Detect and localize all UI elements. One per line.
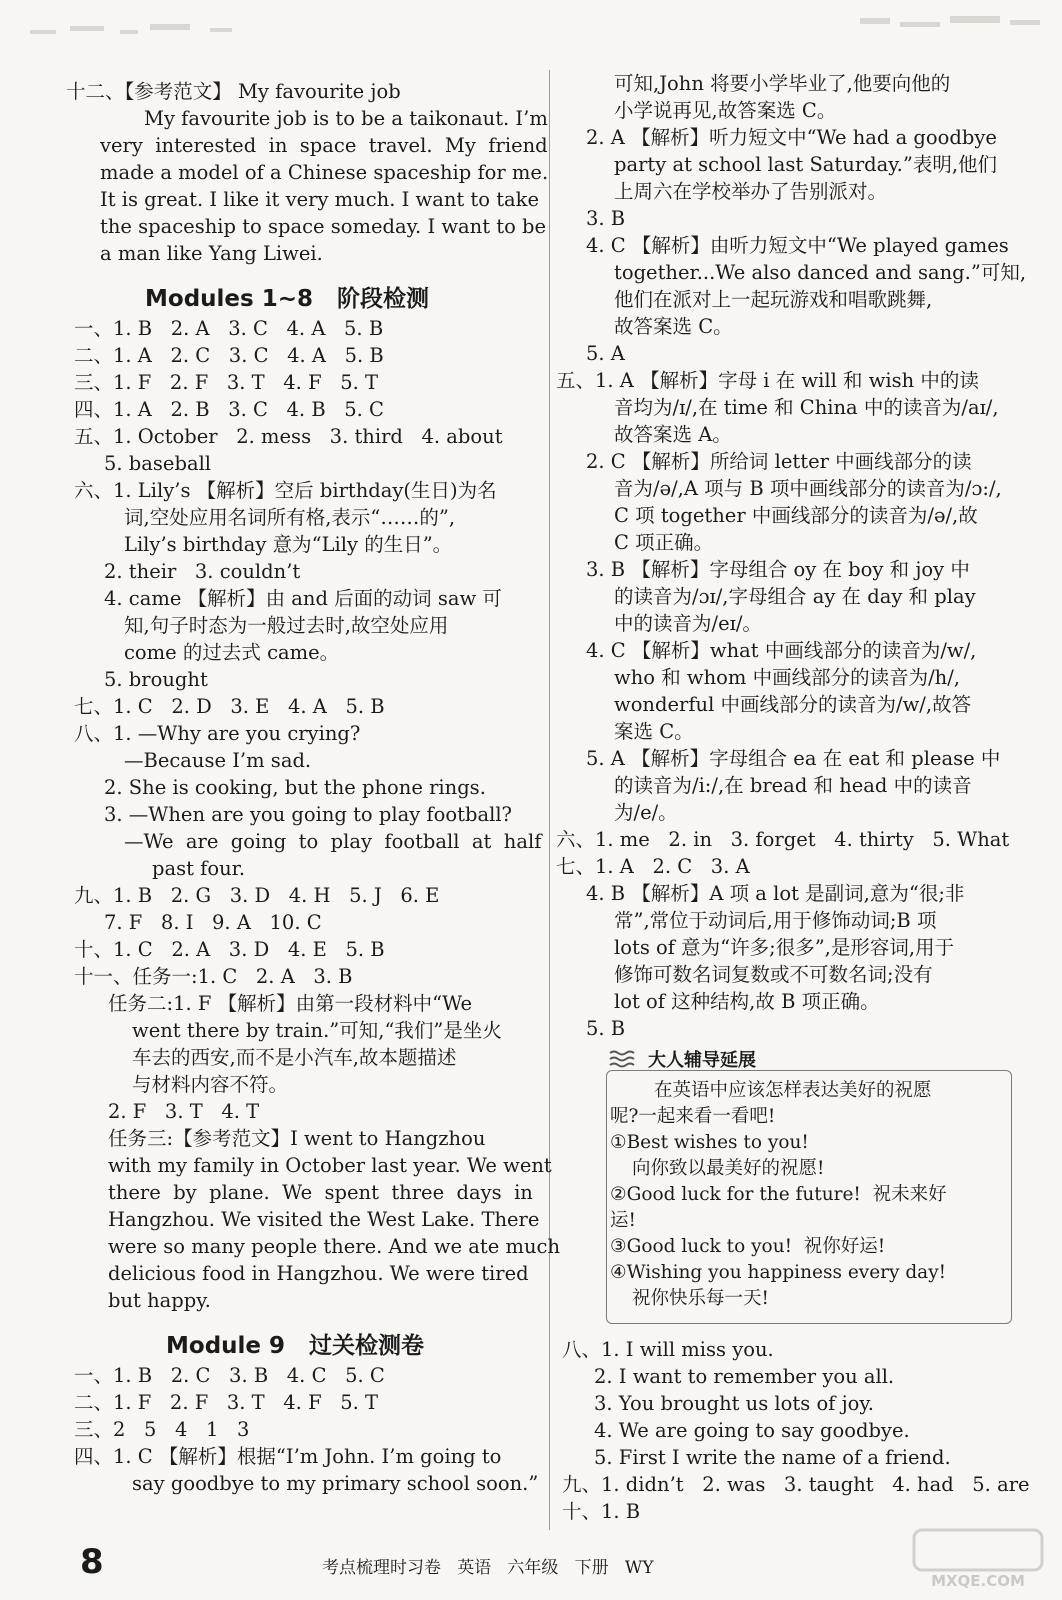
- answer-line: C 项正确。: [614, 531, 714, 554]
- answer-line: 四、1. C 【解析】根据“I’m John. I’m going to: [74, 1445, 502, 1468]
- answer-line: It is great. I like it very much. I want to take: [100, 188, 540, 211]
- answer-line: 4. C 【解析】what 中画线部分的读音为/w/,: [586, 639, 977, 662]
- answer-line: 五、1. A 【解析】字母 i 在 will 和 wish 中的读: [556, 369, 979, 392]
- answer-line: 2. their 3. couldn’t: [104, 560, 301, 583]
- answer-line: 5. First I write the name of a friend.: [594, 1446, 951, 1469]
- answer-line: 4. We are going to say goodbye.: [594, 1419, 910, 1442]
- answer-line: 二、1. F 2. F 3. T 4. F 5. T: [74, 1391, 379, 1414]
- top-scan-noise: [0, 0, 1062, 48]
- answer-line: come 的过去式 came。: [124, 641, 340, 664]
- footer-book-title: 考点梳理时习卷 英语 六年级 下册 WY: [322, 1558, 654, 1578]
- answer-line: ③Good luck to you! 祝你好运!: [610, 1236, 886, 1257]
- answer-line: My favourite job is to be a taikonaut. I’m: [144, 107, 548, 130]
- answer-line: —We are going to play football at half: [124, 830, 542, 853]
- answer-line: 案选 C。: [614, 720, 694, 743]
- answer-line: 2. She is cooking, but the phone rings.: [104, 776, 486, 799]
- answer-line: 他们在派对上一起玩游戏和唱歌跳舞,: [614, 288, 933, 311]
- answer-line: 5. A: [586, 342, 625, 365]
- answer-line: —Because I’m sad.: [124, 749, 312, 772]
- answer-line: 与材料内容不符。: [132, 1073, 289, 1096]
- answer-line: 上周六在学校举办了告别派对。: [614, 180, 888, 203]
- answer-line: lots of 意为“许多;很多”,是形容词,用于: [614, 936, 955, 959]
- answer-line: 任务三:【参考范文】I went to Hangzhou: [108, 1127, 486, 1150]
- answer-line: lot of 这种结构,故 B 项正确。: [614, 990, 880, 1013]
- answer-line: together...We also danced and sang.”可知,: [614, 261, 1027, 284]
- answer-line: ①Best wishes to you!: [610, 1132, 809, 1153]
- answer-line: 故答案选 A。: [614, 423, 732, 446]
- answer-line: Hangzhou. We visited the West Lake. There: [108, 1208, 540, 1231]
- answer-line: 运!: [610, 1210, 636, 1231]
- answer-line: delicious food in Hangzhou. We were tired: [108, 1262, 529, 1285]
- answer-line: with my family in October last year. We went: [108, 1154, 552, 1177]
- tip-box-title: 大人辅导延展: [648, 1050, 756, 1071]
- answer-line: 可知,John 将要小学毕业了,他要向他的: [614, 72, 951, 95]
- answer-line: a man like Yang Liwei.: [100, 242, 323, 265]
- answer-line: Lily’s birthday 意为“Lily 的生日”。: [124, 533, 453, 556]
- answer-line: 九、1. didn’t 2. was 3. taught 4. had 5. are: [562, 1473, 1030, 1496]
- answer-line: 呢?一起来看一看吧!: [610, 1106, 776, 1127]
- answer-line: 2. C 【解析】所给词 letter 中画线部分的读: [586, 450, 972, 473]
- answer-line: 音均为/ɪ/,在 time 和 China 中的读音为/aɪ/,: [614, 396, 999, 419]
- answer-line: were so many people there. And we ate much: [108, 1235, 561, 1258]
- answer-line: 车去的西安,而不是小汽车,故本题描述: [132, 1046, 457, 1069]
- answer-line: 八、1. —Why are you crying?: [74, 722, 361, 745]
- answer-line: 十、1. B: [562, 1500, 641, 1523]
- answer-line: 5. brought: [104, 668, 208, 691]
- answer-line: 故答案选 C。: [614, 315, 733, 338]
- answer-line: went there by train.”可知,“我们”是坐火: [132, 1019, 502, 1042]
- svg-text:MXQE.COM: MXQE.COM: [931, 1572, 1025, 1590]
- answer-line: 向你致以最美好的祝愿!: [632, 1158, 825, 1179]
- answer-line: 中的读音为/eɪ/。: [614, 612, 762, 635]
- answer-line: 八、1. I will miss you.: [562, 1338, 774, 1361]
- answer-line: made a model of a Chinese spaceship for me.: [100, 161, 549, 184]
- answer-line: ②Good luck for the future! 祝未来好: [610, 1184, 947, 1205]
- answer-line: 七、1. C 2. D 3. E 4. A 5. B: [74, 695, 385, 718]
- answer-line: 五、1. October 2. mess 3. third 4. about: [74, 425, 503, 448]
- answer-line: 4. came 【解析】由 and 后面的动词 saw 可: [104, 587, 502, 610]
- answer-line: 3. B: [586, 207, 626, 230]
- answer-line: very interested in space travel. My friend: [100, 134, 548, 157]
- answer-line: 一、1. B 2. C 3. B 4. C 5. C: [74, 1364, 385, 1387]
- answer-line: 5. A 【解析】字母组合 ea 在 eat 和 please 中: [586, 747, 1001, 770]
- answer-line: 音为/ə/,A 项与 B 项中画线部分的读音为/ɔ:/,: [614, 477, 1002, 500]
- answer-line: 修饰可数名词复数或不可数名词;没有: [614, 963, 933, 986]
- answer-line: 十一、任务一:1. C 2. A 3. B: [74, 965, 353, 988]
- answer-line: 三、1. F 2. F 3. T 4. F 5. T: [74, 371, 379, 394]
- answer-line: 二、1. A 2. C 3. C 4. A 5. B: [74, 344, 384, 367]
- answer-line: the spaceship to space someday. I want to be: [100, 215, 547, 238]
- answer-line: 5. baseball: [104, 452, 212, 475]
- answer-line: 在英语中应该怎样表达美好的祝愿: [654, 1080, 932, 1101]
- answer-line: 三、2 5 4 1 3: [74, 1418, 250, 1441]
- section-heading: Module 9 过关检测卷: [166, 1333, 425, 1359]
- answer-line: C 项 together 中画线部分的读音为/ə/,故: [614, 504, 978, 527]
- answer-line: 七、1. A 2. C 3. A: [556, 855, 750, 878]
- answer-line: 2. F 3. T 4. T: [108, 1100, 260, 1123]
- page-number: 8: [80, 1542, 104, 1582]
- answer-line: 词,空处应用名词所有格,表示“……的”,: [124, 506, 456, 529]
- answer-line: 知,句子时态为一般过去时,故空处应用: [124, 614, 449, 637]
- section-heading: Modules 1~8 阶段检测: [145, 286, 430, 312]
- answer-line: but happy.: [108, 1289, 211, 1312]
- answer-line: 4. B 【解析】A 项 a lot 是副词,意为“很;非: [586, 882, 965, 905]
- column-divider: [549, 70, 550, 1530]
- answer-line: 7. F 8. I 9. A 10. C: [104, 911, 322, 934]
- answer-line: 3. B 【解析】字母组合 oy 在 boy 和 joy 中: [586, 558, 970, 581]
- answer-line: 小学说再见,故答案选 C。: [614, 99, 837, 122]
- answer-line: who 和 whom 中画线部分的读音为/h/,: [614, 666, 960, 689]
- answer-line: 四、1. A 2. B 3. C 4. B 5. C: [74, 398, 384, 421]
- answer-line: 六、1. Lily’s 【解析】空后 birthday(生日)为名: [74, 479, 497, 502]
- answer-line: 任务二:1. F 【解析】由第一段材料中“We: [108, 992, 473, 1015]
- answer-line: 十、1. C 2. A 3. D 4. E 5. B: [74, 938, 385, 961]
- answer-line: 3. —When are you going to play football?: [104, 803, 513, 826]
- answer-line: 2. A 【解析】听力短文中“We had a goodbye: [586, 126, 997, 149]
- wave-lines-icon: [608, 1048, 638, 1070]
- answer-line: 的读音为/i:/,在 bread 和 head 中的读音: [614, 774, 972, 797]
- answer-line: 为/e/。: [614, 801, 678, 824]
- watermark-logo: [908, 1526, 1048, 1590]
- answer-line: 祝你快乐每一天!: [632, 1288, 769, 1309]
- answer-line: 六、1. me 2. in 3. forget 4. thirty 5. What: [556, 828, 1010, 851]
- answer-line: past four.: [152, 857, 246, 880]
- answer-line: 常”,常位于动词后,用于修饰动词;B 项: [614, 909, 937, 932]
- answer-line: wonderful 中画线部分的读音为/w/,故答: [614, 693, 972, 716]
- answer-line: 一、1. B 2. A 3. C 4. A 5. B: [74, 317, 384, 340]
- answer-line: say goodbye to my primary school soon.”: [132, 1472, 539, 1495]
- answer-line: 九、1. B 2. G 3. D 4. H 5. J 6. E: [74, 884, 440, 907]
- answer-line: 5. B: [586, 1017, 626, 1040]
- answer-line: there by plane. We spent three days in: [108, 1181, 533, 1204]
- answer-line: 3. You brought us lots of joy.: [594, 1392, 875, 1415]
- answer-line: 2. I want to remember you all.: [594, 1365, 895, 1388]
- answer-line: party at school last Saturday.”表明,他们: [614, 153, 998, 176]
- answer-line: 的读音为/ɔɪ/,字母组合 ay 在 day 和 play: [614, 585, 976, 608]
- answer-line: ④Wishing you happiness every day!: [610, 1262, 947, 1283]
- answer-line: 十二、【参考范文】 My favourite job: [66, 80, 401, 103]
- answer-line: 4. C 【解析】由听力短文中“We played games: [586, 234, 1009, 257]
